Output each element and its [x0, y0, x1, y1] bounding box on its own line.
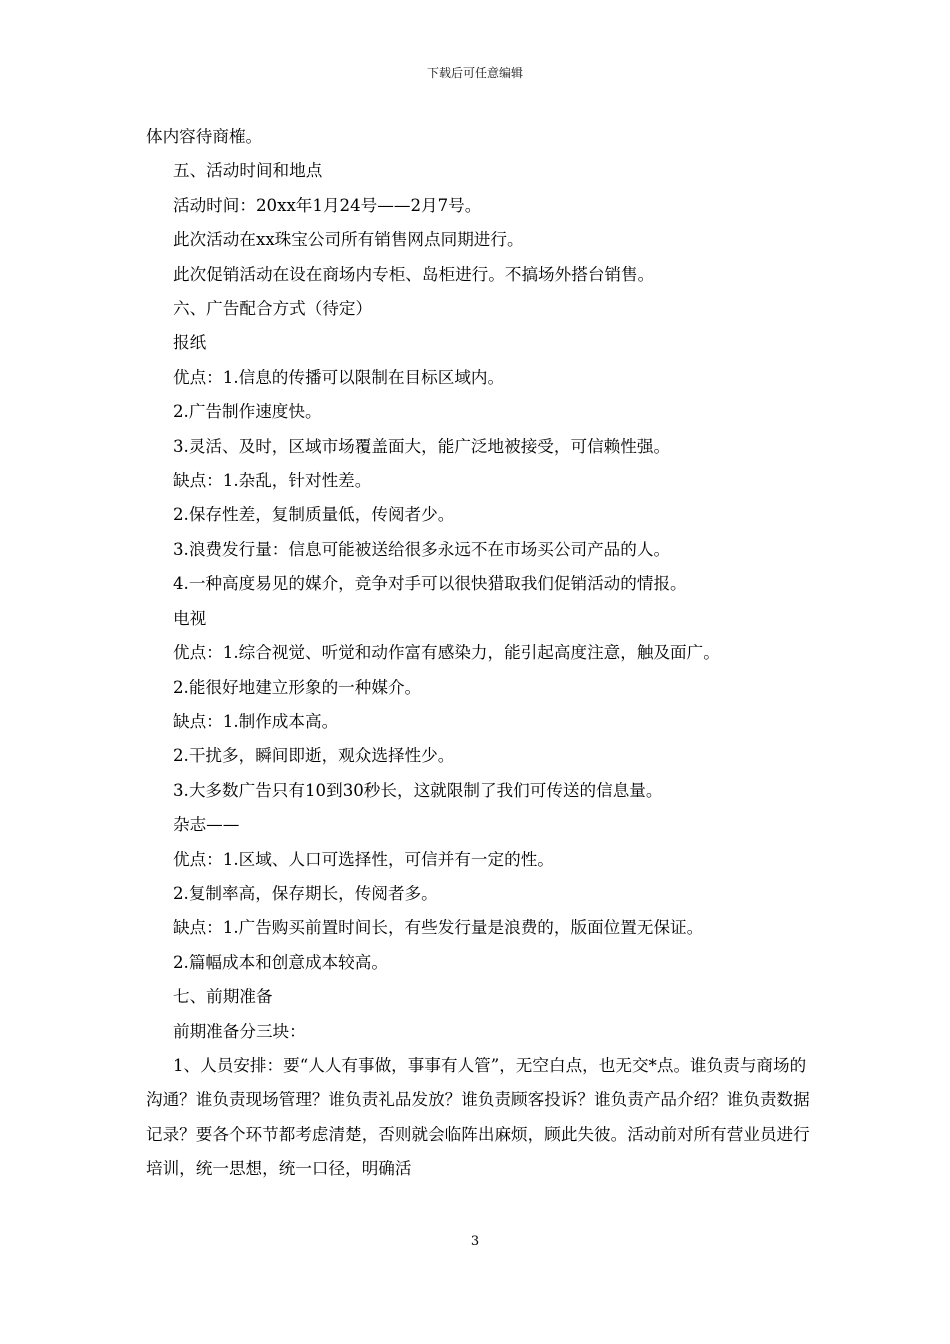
- paragraph: 2.篇幅成本和创意成本较高。: [173, 952, 388, 972]
- document-body: [146, 120, 810, 1187]
- paragraph: 3.大多数广告只有10到30秒长，这就限制了我们可传送的信息量。: [173, 780, 663, 800]
- paragraph: 缺点：1.杂乱，针对性差。: [173, 471, 372, 491]
- paragraph: 此次活动在xx珠宝公司所有销售网点同期进行。: [173, 230, 524, 250]
- subheading: 报纸: [173, 333, 207, 353]
- section-heading: 六、广告配合方式（待定）: [173, 299, 373, 319]
- paragraph: 3.灵活、及时，区域市场覆盖面大，能广泛地被接受，可信赖性强。: [173, 436, 671, 456]
- paragraph: 优点：1.区域、人口可选择性，可信并有一定的性。: [173, 849, 554, 869]
- subheading: 杂志——: [173, 815, 240, 835]
- page-header-note: 下载后可任意编辑: [426, 66, 523, 80]
- paragraph: 体内容待商榷。: [146, 127, 263, 146]
- paragraph: 缺点：1.广告购买前置时间长，有些发行量是浪费的，版面位置无保证。: [173, 918, 704, 938]
- paragraph: 前期准备分三块：: [173, 1021, 306, 1041]
- section-heading: 七、前期准备: [173, 987, 273, 1007]
- paragraph: 优点：1.信息的传播可以限制在目标区域内。: [173, 367, 505, 387]
- page-number: 3: [470, 1234, 480, 1249]
- paragraph: 1、人员安排：要“人人有事做，事事有人管”，无空白点，也无交*点。谁负责与商场的沟通？谁负责现场管理？谁负责礼品发放？谁负责顾客投诉？谁负责产品介绍？谁负责数据记录？要各个环节都考虑清楚，否则就会临阵出麻烦，顾此失彼。活动前对所有营业员进行培训，统一思想，统一口径，明确活: [146, 1055, 810, 1179]
- paragraph: 此次促销活动在设在商场内专柜、岛柜进行。不搞场外搭台销售。: [173, 264, 655, 284]
- paragraph: 3.浪费发行量：信息可能被送给很多永远不在市场买公司产品的人。: [173, 539, 671, 559]
- paragraph: 2.复制率高，保存期长，传阅者多。: [173, 883, 438, 903]
- paragraph: 2.干扰多，瞬间即逝，观众选择性少。: [173, 746, 455, 766]
- subheading: 电视: [173, 608, 207, 628]
- paragraph: 4.一种高度易见的媒介，竞争对手可以很快猎取我们促销活动的情报。: [173, 574, 687, 594]
- paragraph: 缺点：1.制作成本高。: [173, 711, 339, 731]
- paragraph: 优点：1.综合视觉、听觉和动作富有感染力，能引起高度注意，触及面广。: [173, 643, 720, 663]
- paragraph: 2.能很好地建立形象的一种媒介。: [173, 677, 422, 697]
- paragraph: 2.广告制作速度快。: [173, 402, 322, 422]
- paragraph: 活动时间：20xx年1月24号——2月7号。: [173, 195, 482, 215]
- paragraph: 2.保存性差，复制质量低，传阅者少。: [173, 505, 455, 525]
- section-heading: 五、活动时间和地点: [173, 161, 323, 181]
